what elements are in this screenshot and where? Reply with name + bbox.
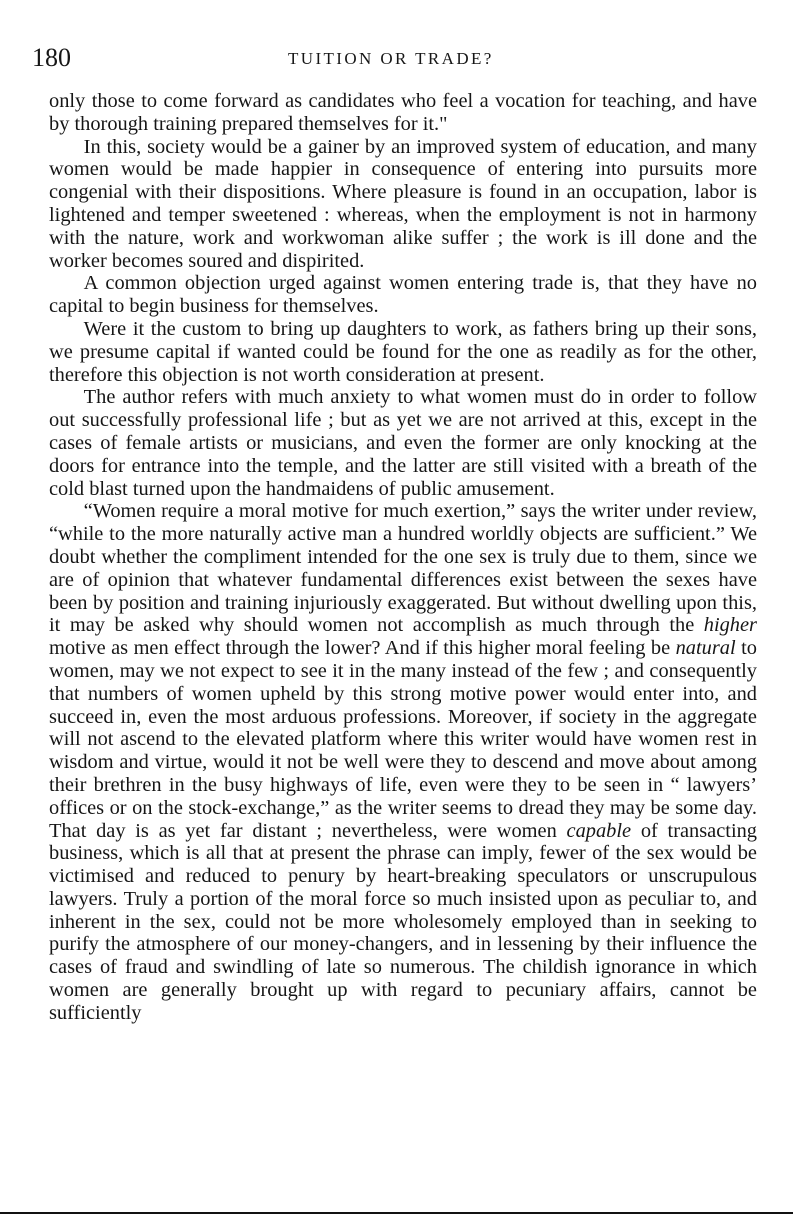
running-head [32, 42, 762, 74]
bottom-rule [0, 1212, 793, 1214]
paragraph-capital-objection [49, 272, 757, 318]
paragraph-text: The author refers with much anxiety to what women must do in order to follow out successfully professional life ; but as yet we are not arrived at this, except in the cases of female artists or musicians, and even the former are only knocking at the doors for entrance into the temple, and the latter are still visited with a breath of the cold blast turned upon the handmaidens of public amusement. [49, 386, 757, 500]
paragraph-bring-up-daughters [49, 318, 757, 386]
paragraph-moral-motive [49, 500, 757, 1024]
page-number: 180 [32, 43, 71, 72]
paragraph-text: Were it the custom to bring up daughters to work, as fathers bring up their sons, we presume capital if wanted could be found for the one as readily as for the other, therefore this objection is not worth consideration at present. [49, 317, 757, 386]
paragraph-text: In this, society would be a gainer by an improved system of education, and many women would be made happier in consequence of entering into pursuits more congenial with their dispositions. Where pleasure is found in an occupation, labor is lightened and temper sweetened : whereas, when the employment is not in harmony with the nature, work and workwoman alike suffer ; the work is ill done and the worker becomes soured and dispirited. [49, 135, 757, 272]
body-text [49, 90, 757, 1025]
paragraph-text: “Women require a moral motive for much exertion,” says the writer under review, “while to the more naturally active man a hundred worldly objects are sufficient.” We doubt whether the compliment intended for the one sex is truly due to them, since we are of opinion that whatever fundamental differences exist between the sexes have been by position and training injuriously exaggerated. But without dwelling upon this, it may be asked why should women not accomplish as much through the [49, 500, 757, 637]
paragraph-text: only those to come forward as candidates who feel a vocation for teaching, and have by thorough training prepared themselves for it." [49, 90, 757, 135]
paragraph-society-gainer [49, 136, 757, 273]
paragraph-text: A common objection urged against women entering trade is, that they have no capital to begin business for themselves. [49, 272, 757, 318]
paragraph-professional-life [49, 386, 757, 500]
emphasis-capable: capable [566, 819, 632, 842]
emphasis-natural: natural [675, 637, 736, 660]
emphasis-higher: higher [703, 614, 757, 637]
paragraph-text: to women, may we not expect to see it in the many instead of the few ; and consequently that numbers of women upheld by this strong motive power would enter into, and succeed in, even the most arduous professions. Moreover, if society in the aggregate will not ascend to the elevated platform where this writer would have women rest in wisdom and virtue, would it not be well were they to descend and move about among their brethren in the busy highways of life, even were they to be seen in “ lawyers’ offices or on the stock-exchange,” as the writer seems to dread they may be some day. That day is as yet far distant ; nevertheless, were women [49, 637, 757, 842]
running-title: TUITION OR TRADE? [288, 49, 494, 68]
paragraph-vocation [49, 90, 757, 136]
paragraph-text: of transacting business, which is all that at present the phrase can imply, fewer of the sex would be victimised and reduced to penury by heart-breaking speculators or unscrupulous lawyers. Truly a portion of the moral force so much insisted upon as peculiar to, and inherent in the sex, could not be more wholesomely employed than in seeking to purify the atmosphere of our money-changers, and in lessening by their influence the cases of fraud and swindling of late so numerous. The childish ignorance in which women are generally brought up with regard to pecuniary affairs, cannot be sufficiently [49, 819, 757, 1024]
paragraph-text: motive as men effect through the lower? And if this higher moral feeling be [49, 637, 676, 660]
